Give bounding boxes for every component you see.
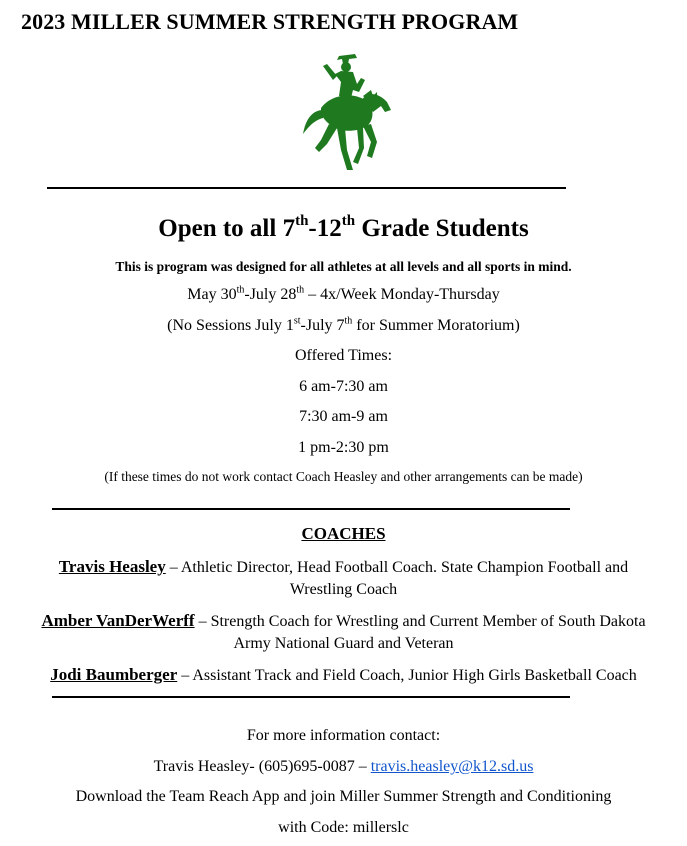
coach-name: Travis Heasley [58, 557, 166, 576]
app-code: with Code: millerslc [278, 819, 409, 836]
coach-name: Amber VanDerWerff [41, 611, 195, 630]
divider [52, 508, 570, 510]
time-slot: 7:30 am-9 am [299, 408, 388, 425]
headline: Open to all 7th-12th Grade Students [158, 212, 529, 242]
divider [47, 187, 566, 189]
program-dates: May 30th-July 28th – 4x/Week Monday-Thursday [187, 284, 500, 303]
contact-label: For more information contact: [246, 727, 441, 744]
tagline: This is program was designed for all athletes at all levels and all sports in mind. [115, 259, 572, 274]
times-note: (If these times do not work contact Coach Heasley and other arrangements can be made) [104, 469, 583, 484]
divider [52, 696, 570, 698]
bucking-bronco-rider-icon [301, 50, 393, 176]
coaches-heading: COACHES [301, 524, 386, 543]
email-link[interactable]: travis.heasley@k12.sd.us [370, 758, 534, 775]
time-slot: 1 pm-2:30 pm [298, 439, 389, 456]
coach-entry: Jodi Baumberger – Assistant Track and Field Coach, Junior High Girls Basketball Coach [50, 665, 637, 684]
moratorium-note: (No Sessions July 1st-July 7th for Summer Moratorium) [167, 315, 520, 334]
coach-name: Jodi Baumberger [50, 665, 178, 684]
page-title: 2023 MILLER SUMMER STRENGTH PROGRAM [21, 9, 519, 34]
app-instructions: Download the Team Reach App and join Miller Summer Strength and Conditioning [75, 788, 612, 805]
coach-entry: Amber VanDerWerff – Strength Coach for Wrestling and Current Member of South Dakota Army National Guard and Veteran [41, 611, 646, 652]
offered-times-label: Offered Times: [294, 347, 393, 364]
contact-line: Travis Heasley- (605)695-0087 – travis.heasley@k12.sd.us [153, 758, 534, 775]
coach-entry: Travis Heasley – Athletic Director, Head Football Coach. State Champion Football and Wrestling Coach [58, 557, 629, 598]
time-slot: 6 am-7:30 am [299, 378, 388, 395]
